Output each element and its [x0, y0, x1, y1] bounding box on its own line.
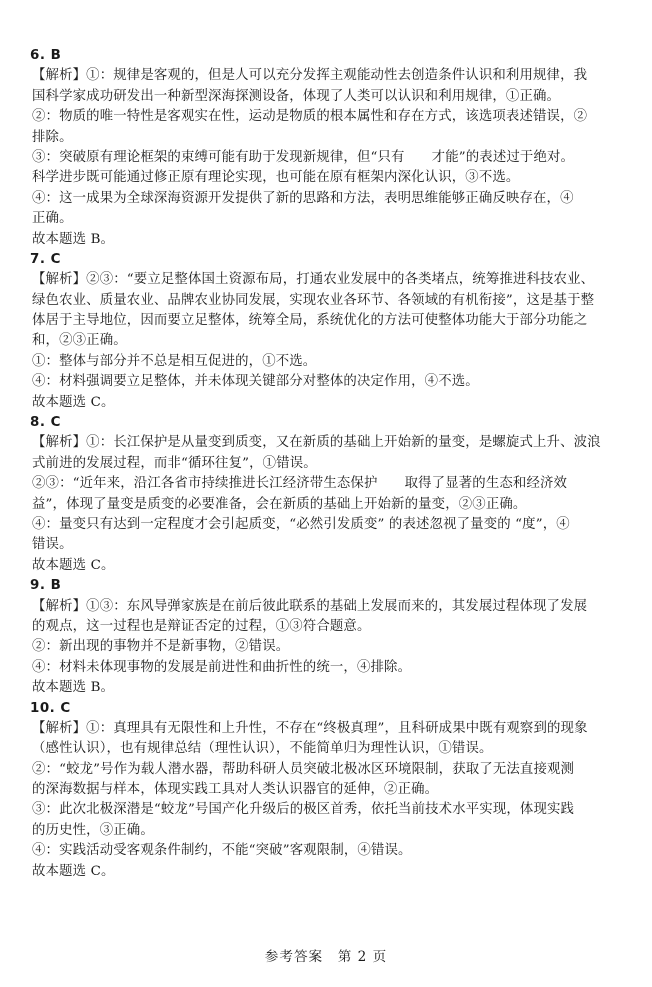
question-number: 8. C [30, 415, 61, 431]
question-9 [30, 576, 636, 698]
question-6 [30, 46, 636, 250]
question-number: 6. B [30, 48, 62, 63]
analysis-line: 的深海数据与样本，体现实践工具对人类认识器官的延伸，②正确。 [32, 782, 439, 798]
analysis-line: 排除。 [32, 129, 73, 145]
analysis-line: 【解析】②③：“要立足整体国土资源布局，打通农业发展中的各类堵点，统筹推进科技农业、 [32, 272, 595, 288]
question-7 [30, 250, 636, 413]
analysis-line: ④：量变只有达到一定程度才会引起质变，“必然引发质变” 的表述忽视了量变的 “度”，④ [32, 516, 570, 532]
analysis-line: 正确。 [32, 211, 73, 227]
analysis-line: 错误。 [32, 537, 73, 553]
analysis-line: ③：此次北极深潜是“蛟龙”号国产化升级后的极区首秀，依托当前技术水平实现，体现实践 [32, 802, 575, 818]
analysis-line: 【解析】①③：东风导弹家族是在前后彼此联系的基础上发展而来的，其发展过程体现了发展 [32, 598, 588, 614]
analysis-line: ③：突破原有理论框架的束缚可能有助于发现新规律，但“只有 才能”的表述过于绝对。 [32, 149, 575, 165]
analysis-line: 的观点，这一过程也是辩证否定的过程，①③符合题意。 [32, 618, 371, 634]
analysis-line: 式前进的发展过程，而非“循环往复”，①错误。 [32, 455, 317, 471]
analysis-line: 【解析】①：长江保护是从量变到质变，又在新质的基础上开始新的量变，是螺旋式上升、波浪 [32, 435, 601, 451]
analysis-line: ②：新出现的事物并不是新事物，②错误。 [32, 639, 290, 655]
question-number: 7. C [30, 251, 61, 267]
analysis-line: （感性认识），也有规律总结（理性认识），不能简单归为理性认识，①错误。 [32, 741, 493, 757]
analysis-line: ②③：“近年来，沿江各省市持续推进长江经济带生态保护 取得了显著的生态和经济效 [32, 476, 568, 492]
conclusion-line: 故本题选 C。 [32, 557, 115, 573]
question-10 [30, 699, 636, 883]
analysis-line: ④：材料强调要立足整体，并未体现关键部分对整体的决定作用，④不选。 [32, 374, 479, 390]
analysis-line: 科学进步既可能通过修正原有理论实现，也可能在原有框架内深化认识，③不选。 [32, 170, 520, 186]
answer-page [30, 46, 636, 882]
analysis-line: 国科学家成功研发出一种新型深海探测设备，体现了人类可以认识和利用规律，①正确。 [32, 88, 561, 104]
analysis-line: ②：物质的唯一特性是客观实在性，运动是物质的根本属性和存在方式，该选项表述错误，② [32, 109, 588, 125]
analysis-line: ④：材料未体现事物的发展是前进性和曲折性的统一，④排除。 [32, 659, 412, 675]
analysis-line: 【解析】①：规律是客观的，但是人可以充分发挥主观能动性去创造条件认识和利用规律，我 [32, 68, 588, 84]
analysis-line: ②：“蛟龙”号作为载人潜水器，帮助科研人员突破北极冰区环境限制，获取了无法直接观测 [32, 761, 575, 777]
analysis-line: ④：实践活动受客观条件制约，不能“突破”客观限制，④错误。 [32, 843, 412, 859]
question-number: 9. B [30, 578, 62, 594]
question-8 [30, 413, 636, 576]
analysis-line: ①：整体与部分并不总是相互促进的，①不选。 [32, 353, 317, 369]
analysis-line: 和，②③正确。 [32, 333, 127, 349]
analysis-line: 绿色农业、质量农业、品牌农业协同发展，实现农业各环节、各领域的有机衔接”，这是基于整 [32, 292, 595, 308]
conclusion-line: 故本题选 B。 [32, 231, 115, 247]
conclusion-line: 故本题选 C。 [32, 863, 115, 879]
analysis-line: 【解析】①：真理具有无限性和上升性，不存在“终极真理”，且科研成果中既有观察到的现象 [32, 720, 588, 736]
conclusion-line: 故本题选 B。 [32, 680, 115, 696]
analysis-line: ④：这一成果为全球深海资源开发提供了新的思路和方法，表明思维能够正确反映存在，④ [32, 190, 574, 206]
page-footer: 参考答案 第 2 页 [264, 949, 388, 965]
analysis-line: 益”，体现了量变是质变的必要准备，会在新质的基础上开始新的量变，②③正确。 [32, 496, 527, 512]
question-number: 10. C [30, 700, 71, 716]
analysis-line: 体居于主导地位，因而要立足整体，统筹全局，系统优化的方法可使整体功能大于部分功能之 [32, 313, 588, 329]
analysis-line: 的历史性，③正确。 [32, 822, 154, 838]
conclusion-line: 故本题选 C。 [32, 394, 115, 410]
